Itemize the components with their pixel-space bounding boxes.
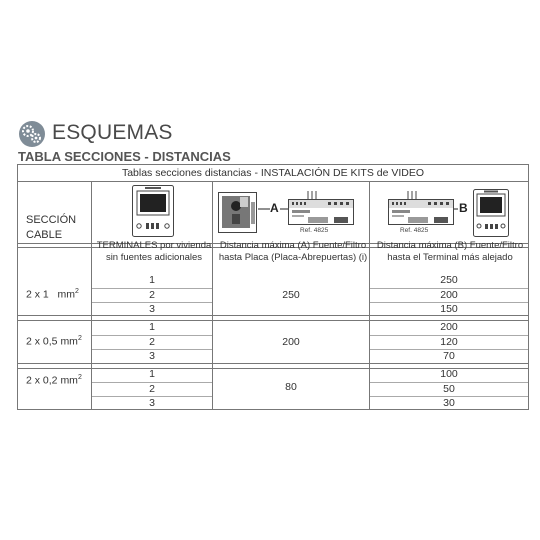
distance-a-value: 80 <box>285 381 297 393</box>
distance-b-value: 200 <box>440 289 458 301</box>
label-a: A <box>270 201 279 215</box>
connection-line-a <box>258 207 288 211</box>
monitor-terminal-icon <box>132 185 174 237</box>
door-panel-icon <box>218 192 258 234</box>
distance-a-column-header: Distancia máxima (A) Fuente/Filtro hasta Placa (Placa-Abrepuertas) (i) <box>218 240 368 263</box>
power-supply-a-icon <box>288 191 354 225</box>
terminal-count: 1 <box>149 274 155 286</box>
gears-icon <box>18 120 46 148</box>
distance-b-value: 100 <box>440 368 458 380</box>
terminal-count: 1 <box>149 321 155 333</box>
monitor-terminal-b-icon <box>473 189 509 237</box>
cable-section-2x1: 2 x 1 $mm^2$ <box>26 288 79 301</box>
distance-a-value: 200 <box>282 336 300 348</box>
cable-section-2x05: 2 x 0,5 $mm^2$ <box>26 335 82 348</box>
page-title: ESQUEMAS <box>52 121 173 144</box>
ref-a-label: Ref. 4825 <box>300 227 329 234</box>
distance-b-column-header: Distancia máxima (B) Fuente/Filtro hasta el Terminal más alejado <box>376 240 524 263</box>
distance-b-value: 200 <box>440 321 458 333</box>
terminal-count: 2 <box>149 383 155 395</box>
sections-distances-table <box>17 164 529 410</box>
terminal-count: 3 <box>149 397 155 409</box>
distance-b-value: 150 <box>440 303 458 315</box>
label-b: B <box>459 201 468 215</box>
page-subtitle: TABLA SECCIONES - DISTANCIAS <box>18 149 231 164</box>
distance-a-value: 250 <box>282 289 300 301</box>
terminals-column-header: TERMINALES por vivienda sin fuentes adicionales <box>96 240 212 263</box>
ref-b-label: Ref. 4825 <box>400 227 429 234</box>
terminal-count: 2 <box>149 289 155 301</box>
distance-b-value: 50 <box>443 383 455 395</box>
section-cable-header: SECCIÓN CABLE <box>26 214 77 241</box>
cable-section-2x02: 2 x 0,2 $mm^2$ <box>26 374 82 387</box>
distance-b-value: 250 <box>440 274 458 286</box>
distance-b-value: 30 <box>443 397 455 409</box>
terminal-count: 1 <box>149 368 155 380</box>
distance-b-value: 120 <box>440 336 458 348</box>
terminal-count: 2 <box>149 336 155 348</box>
terminal-count: 3 <box>149 350 155 362</box>
power-supply-b-icon <box>388 191 454 225</box>
distance-b-value: 70 <box>443 350 455 362</box>
table-caption: Tablas secciones distancias - INSTALACIÓN DE KITS de VIDEO <box>18 165 528 182</box>
terminal-count: 3 <box>149 303 155 315</box>
